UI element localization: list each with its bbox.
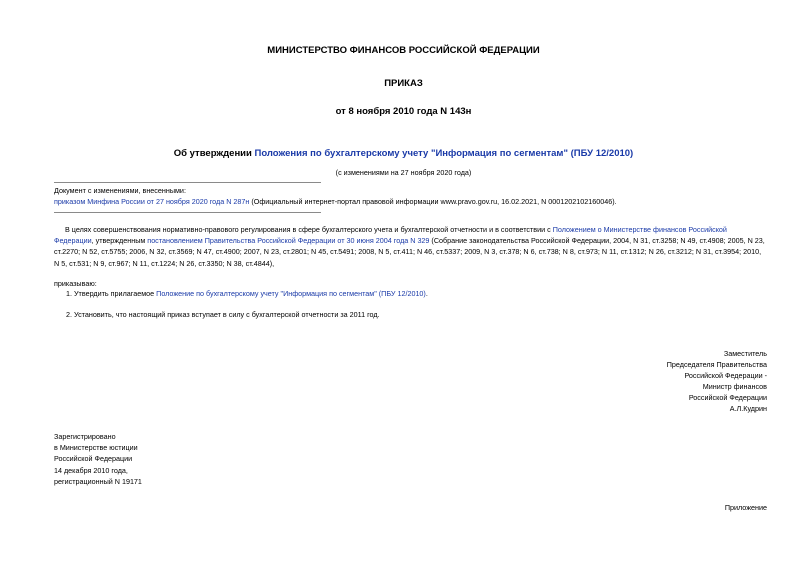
amendments-bottom-divider <box>54 212 321 213</box>
amendment-source: (Официальный интернет-портал правовой информации www.pravo.gov.ru, 16.02.2021, N 0001202102160046). <box>249 197 617 206</box>
appendix-label: Приложение <box>724 503 767 512</box>
preamble-text-3: (Собрание законодательства Российской Федерации, 2004, N 31, ст.3258; N 49, ст.4908; 2005, N 23, ст.2270; N 52, ст.5755; 2006, N 32, ст.3569; N 47, ст.4900; 2007, N 23, ст.2801; N 45, ст.5491; 2008, N 5, ст.411; N 46, ст.5337; 2009, N 3, ст.378; N 6, ст.738; N 8, ст.973; N 11, ст.1312; N 26, ст.3212; N 31, ст.3954; 2010, N 5, ст.531; N 9, ст.967; N 11, ст.1224; N 26, ст.3350; N 38, ст.4844), <box>54 236 765 268</box>
changes-note: (с изменениями на 27 ноября 2020 года) <box>335 168 472 177</box>
order-item-1 <box>66 288 766 299</box>
doc-type-heading: ПРИКАЗ <box>384 78 423 89</box>
registration-block <box>54 431 142 487</box>
date-number-heading: от 8 ноября 2010 года N 143н <box>335 106 472 117</box>
order-word: приказываю: <box>54 279 97 288</box>
registration-line: Российской Федерации <box>54 454 133 464</box>
amendment-order-link[interactable]: приказом Минфина России от 27 ноября 2020 года N 287н <box>54 197 250 206</box>
preamble-text-1: В целях совершенствования нормативно-правового регулирования в сфере бухгалтерского учета и бухгалтерской отчетности и в соответствии с <box>65 225 553 234</box>
order-item-2: 2. Установить, что настоящий приказ вступает в силу с бухгалтерской отчетности за 2011 год. <box>66 310 380 319</box>
preamble-paragraph <box>54 224 768 269</box>
signature-line: Председателя Правительства <box>666 360 767 369</box>
amendments-top-divider <box>54 182 321 183</box>
signature-line: Заместитель <box>723 349 767 358</box>
signature-line: А.Л.Кудрин <box>729 404 767 413</box>
registration-line: 14 декабря 2010 года, <box>54 465 128 475</box>
title-regulation-link[interactable]: Положения по бухгалтерскому учету "Информация по сегментам" (ПБУ 12/2010) <box>254 148 634 159</box>
signature-line: Министр финансов <box>702 382 767 391</box>
item1-suffix: . <box>425 289 428 298</box>
registration-line: в Министерстве юстиции <box>54 443 138 453</box>
registration-line: Зарегистрировано <box>54 432 116 441</box>
title-prefix: Об утверждении <box>173 148 255 159</box>
preamble-text-2: , утвержденным <box>91 236 148 246</box>
ministry-regulation-link[interactable]: Положением о Министерстве финансов Российской Федерации <box>54 225 727 246</box>
ministry-heading: МИНИСТЕРСТВО ФИНАНСОВ РОССИЙСКОЙ ФЕДЕРАЦИИ <box>267 45 540 56</box>
registration-line: регистрационный N 19171 <box>54 476 142 486</box>
signature-block <box>667 348 767 414</box>
signature-line: Российской Федерации <box>688 393 767 402</box>
government-decree-link[interactable]: постановлением Правительства Российской Федерации от 30 июня 2004 года N 329 <box>147 236 430 246</box>
pbu-regulation-link[interactable]: Положение по бухгалтерскому учету "Информация по сегментам" (ПБУ 12/2010) <box>156 289 426 298</box>
signature-line: Российской Федерации - <box>684 371 767 380</box>
amendments-label: Документ с изменениями, внесенными: <box>54 186 186 195</box>
amendments-line <box>54 196 774 207</box>
document-title <box>0 148 807 160</box>
item1-prefix: 1. Утвердить прилагаемое <box>66 289 157 298</box>
